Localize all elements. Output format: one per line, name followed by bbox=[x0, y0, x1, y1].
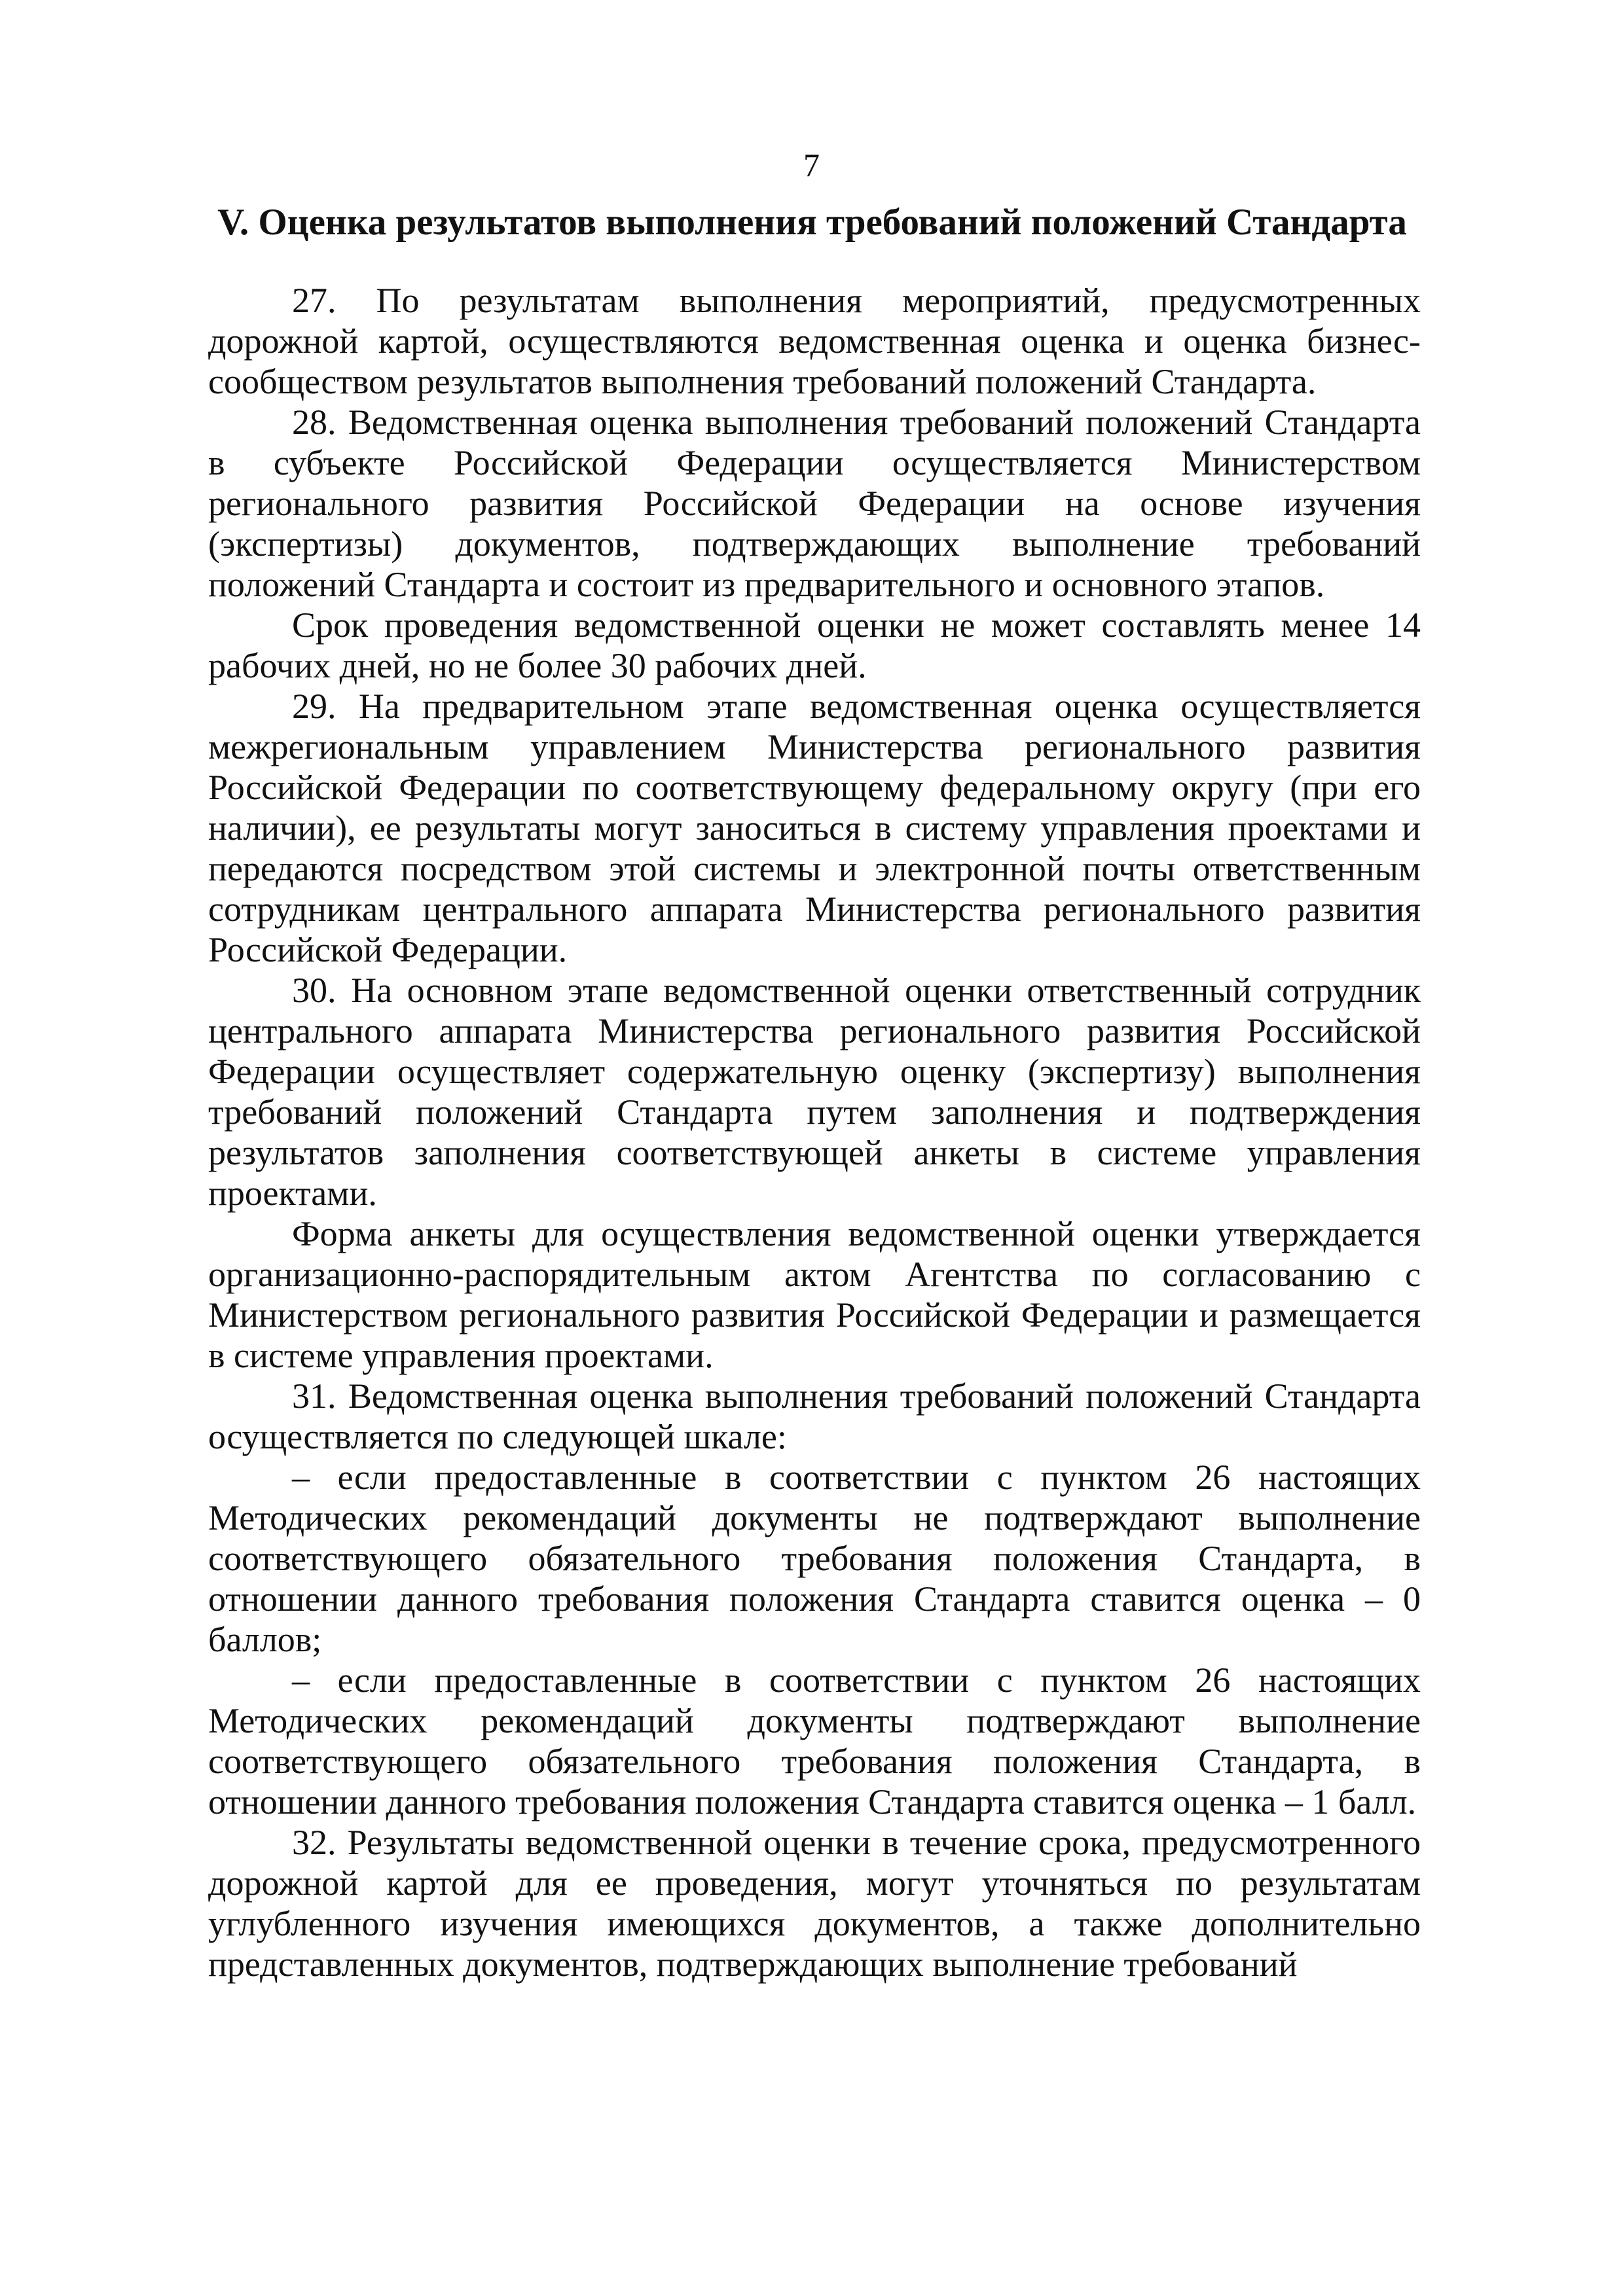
paragraph-30-form: Форма анкеты для осуществления ведомственной оценки утверждается организационно-распорядительным актом Агентства по согласованию с Министерством регионального развития Российской Федерации и размещается в системе управления проектами. bbox=[208, 1214, 1421, 1375]
paragraph-30: 30. На основном этапе ведомственной оценки ответственный сотрудник центрального аппарата Министерства регионального развития Российской Федерации осуществляет содержательную оценку (экспертизу) выполнения требований положений Стандарта путем заполнения и подтверждения результатов заполнения соответствующей анкеты в системе управления проектами. bbox=[208, 971, 1421, 1213]
paragraph-31-item-1: – если предоставленные в соответствии с пунктом 26 настоящих Методических рекомендаций документы подтверждают выполнение соответствующего обязательного требования положения Стандарта, в отношении данного требования положения Стандарта ставится оценка – 1 балл. bbox=[208, 1660, 1421, 1821]
paragraph-31: 31. Ведомственная оценка выполнения требований положений Стандарта осуществляется по следующей шкале: bbox=[208, 1376, 1421, 1456]
section-heading: V. Оценка результатов выполнения требований положений Стандарта bbox=[217, 202, 1407, 243]
page-number: 7 bbox=[803, 147, 820, 183]
document-body bbox=[208, 280, 1421, 1984]
paragraph-31-item-0: – если предоставленные в соответствии с пунктом 26 настоящих Методических рекомендаций документы не подтверждают выполнение соответствующего обязательного требования положения Стандарта, в отношении данного требования положения Стандарта ставится оценка – 0 баллов; bbox=[208, 1458, 1421, 1659]
paragraph-27: 27. По результатам выполнения мероприятий, предусмотренных дорожной картой, осуществляются ведомственная оценка и оценка бизнес-сообществом результатов выполнения требований положений Стандарта. bbox=[208, 281, 1421, 401]
paragraph-28: 28. Ведомственная оценка выполнения требований положений Стандарта в субъекте Российской Федерации осуществляется Министерством регионального развития Российской Федерации на основе изучения (экспертизы) документов, подтверждающих выполнение требований положений Стандарта и состоит из предварительного и основного этапов. bbox=[208, 403, 1421, 604]
paragraph-28-term: Срок проведения ведомственной оценки не может составлять менее 14 рабочих дней, но не более 30 рабочих дней. bbox=[208, 605, 1421, 685]
paragraph-29: 29. На предварительном этапе ведомственная оценка осуществляется межрегиональным управлением Министерства регионального развития Российской Федерации по соответствующему федеральному округу (при его наличии), ее результаты могут заноситься в систему управления проектами и передаются посредством этой системы и электронной почты ответственным сотрудникам центрального аппарата Министерства регионального развития Российской Федерации. bbox=[208, 687, 1421, 969]
paragraph-32: 32. Результаты ведомственной оценки в течение срока, предусмотренного дорожной картой для ее проведения, могут уточняться по результатам углубленного изучения имеющихся документов, а также дополнительно представленных документов, подтверждающих выполнение требований bbox=[208, 1823, 1421, 1984]
